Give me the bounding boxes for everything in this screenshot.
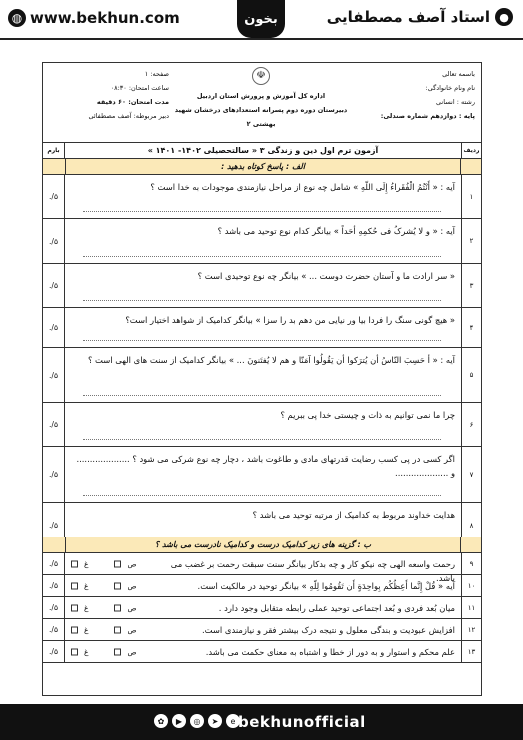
question-text: « سر ارادت ما و آستان حضرت دوست ... » بیانگر چه نوع توحیدی است ؟ (197, 271, 455, 281)
false-checkbox[interactable] (71, 604, 78, 611)
question-number: ۱ (461, 175, 481, 218)
question-text: علم محکم و استوار و به دور از خطا و اشتباه به معنای حکمت می باشد. (205, 647, 455, 657)
question-number: ۴ (461, 308, 481, 347)
truefalse-row (43, 575, 481, 597)
truefalse-row (43, 553, 481, 583)
question-text: اگر کسی در پی کسب رضایت قدرتهای مادی و طاغوت باشد ، دچار چه نوع شرکی می شود ؟ .................... و .................... (76, 454, 455, 478)
question-number: ۶ (461, 403, 481, 446)
telegram-icon[interactable]: ➤ (208, 714, 222, 728)
youtube-icon[interactable]: ▶ (172, 714, 186, 728)
answer-line[interactable] (83, 340, 441, 341)
question-number: ۵ (461, 348, 481, 402)
exam-paper (42, 62, 482, 696)
true-checkbox[interactable] (114, 560, 121, 567)
user-icon: ● (495, 8, 513, 26)
top-banner (0, 0, 523, 40)
exam-header (43, 63, 481, 143)
false-label: غ (84, 647, 89, 656)
header-page: صفحه: ۱ (144, 70, 169, 78)
false-checkbox[interactable] (71, 648, 78, 655)
question-text: آیه : « و لا یُشرکُ فی حُکمِهِ أحَداً » بیانگر کدام نوع توحید می باشد ؟ (217, 226, 455, 236)
question-score: ۵/. (43, 447, 65, 502)
question-number: ۲ (461, 219, 481, 263)
question-text: میان بُعد فردی و بُعد اجتماعی توحید عملی رابطه متقابل وجود دارد . (218, 603, 455, 613)
header-bismillah: باسمه تعالی (442, 70, 475, 78)
truefalse-options (71, 581, 137, 590)
globe-icon: ◍ (8, 9, 26, 27)
aparat-icon[interactable]: ✿ (154, 714, 168, 728)
site-link[interactable] (8, 9, 180, 27)
truefalse-options (71, 559, 137, 568)
question-number: ۷ (461, 447, 481, 502)
question-text: هدایت خداوند مربوط به کدامیک از مرتبه توحید می باشد ؟ (252, 510, 455, 520)
section-a-header (43, 159, 481, 175)
col-row-header: ردیف (461, 143, 481, 159)
exam-title: آزمون ترم اول دین و زندگی ۳ « سالتحصیلی ۱۴۰۲- ۱۴۰۱ » (147, 146, 379, 155)
site-url: www.bekhun.com (30, 9, 180, 27)
false-label: غ (84, 559, 89, 568)
question-score: ۵/. (43, 619, 65, 640)
question-text: آیه « قُلْ إِنَّما أَعِظُکُم بِواحِدَةٍ أَن تَقُومُوا لِلّهِ » بیانگر توحید در مالکیت است. (197, 581, 455, 591)
header-student-name: نام ونام خانوادگی: (425, 84, 475, 92)
header-time: ساعت امتحان: ۰۸:۳۰ (110, 84, 169, 92)
question-text: افزایش عبودیت و بندگی معلول و نتیجه درک بیشتر فقر و نیازمندی است. (202, 625, 455, 635)
false-label: غ (84, 625, 89, 634)
true-label: ص (127, 581, 137, 590)
eitaa-icon[interactable]: e (226, 714, 240, 728)
question-number: ۹ (461, 553, 481, 574)
question-text: آیه : « أَنْتُمُ الْفُقَراءُ إِلَى اللّهِ » شامل چه نوع از مراحل نیازمندی موجودات به خدا است ؟ (150, 182, 455, 192)
question-text: رحمت واسعه الهی چه نیکو کار و چه بدکار بیانگر سنت سبقت رحمت بر غضب می باشد. (170, 559, 455, 583)
question-score: ۵/. (43, 403, 65, 446)
question-row (43, 175, 481, 219)
question-number: ۱۱ (461, 597, 481, 618)
header-field: رشته : انسانی (436, 98, 475, 106)
teacher-label: استاد آصف مصطفایی (326, 8, 490, 26)
question-score: ۵/. (43, 641, 65, 662)
header-teacher: دبیر مربوطه: آصف مصطفائی (88, 112, 169, 120)
header-right (355, 67, 475, 123)
true-label: ص (127, 559, 137, 568)
social-handle: bekhunofficial (238, 713, 366, 731)
answer-line[interactable] (83, 495, 441, 496)
truefalse-options (71, 647, 137, 656)
header-duration: مدت امتحان: ۶۰ دقیقه (96, 98, 169, 106)
question-text: آیه : « أ حَسِبَ النّاسُ أن یُترَکوا أن یَقُولُوا آمَنّا و هم لا یُفتَنونَ ... » بیانگر کدامیک از سنت های الهی است ؟ (87, 355, 455, 365)
question-row (43, 264, 481, 308)
header-school: دبیرستان دوره دوم پسرانه استعدادهای درخشان شهید بهشتی ۲ (174, 106, 348, 128)
answer-line[interactable] (83, 211, 441, 212)
true-label: ص (127, 647, 137, 656)
question-number: ۱۰ (461, 575, 481, 596)
section-b-header (43, 537, 481, 553)
answer-line[interactable] (83, 256, 441, 257)
false-label: غ (84, 581, 89, 590)
false-checkbox[interactable] (71, 626, 78, 633)
answer-line[interactable] (83, 395, 441, 396)
brand-logo (237, 0, 285, 38)
header-middle (171, 67, 351, 131)
question-score: ۵/. (43, 308, 65, 347)
question-number: ۳ (461, 264, 481, 307)
truefalse-row (43, 619, 481, 641)
header-left (49, 67, 169, 123)
question-text: چرا ما نمی توانیم به ذات و چیستی خدا پی ببریم ؟ (280, 410, 455, 420)
teacher-name (327, 8, 513, 26)
true-checkbox[interactable] (114, 582, 121, 589)
false-label: غ (84, 603, 89, 612)
question-score: ۵/. (43, 553, 65, 574)
answer-line[interactable] (83, 439, 441, 440)
question-row (43, 219, 481, 264)
section-a-title: الف : پاسخ کوتاه بدهید : (65, 159, 461, 174)
emblem-icon: ☫ (252, 67, 270, 85)
question-score: ۵/. (43, 219, 65, 263)
question-number: ۱۳ (461, 641, 481, 662)
truefalse-row (43, 641, 481, 663)
logo-text: بخون (244, 11, 278, 27)
question-number: ۸ (461, 503, 481, 548)
question-row (43, 403, 481, 447)
question-number: ۱۲ (461, 619, 481, 640)
section-b-title: ب : گزینه های زیر کدامیک درست و کدامیک نادرست می باشد ؟ (65, 537, 461, 552)
true-label: ص (127, 603, 137, 612)
table-title-row (43, 143, 481, 159)
question-row (43, 348, 481, 403)
question-score: ۵/. (43, 348, 65, 402)
true-label: ص (127, 625, 137, 634)
true-checkbox[interactable] (114, 604, 121, 611)
social-icons (154, 714, 240, 728)
question-score: ۵/. (43, 575, 65, 596)
question-score: ۵/. (43, 503, 65, 548)
truefalse-row (43, 597, 481, 619)
question-score: ۵/. (43, 597, 65, 618)
answer-line[interactable] (83, 300, 441, 301)
true-checkbox[interactable] (114, 648, 121, 655)
true-checkbox[interactable] (114, 626, 121, 633)
instagram-icon[interactable]: ◎ (190, 714, 204, 728)
question-row (43, 308, 481, 348)
question-text: « هیچ گونی سنگ را فردا بیا ور نیایی من دهم بد را سزا » بیانگر کدامیک از شواهد اختیار است؟ (125, 315, 455, 325)
footer-bar (0, 704, 523, 740)
truefalse-options (71, 625, 137, 634)
false-checkbox[interactable] (71, 582, 78, 589)
question-score: ۵/. (43, 175, 65, 218)
header-grade: پایه : دوازدهم شماره صندلی: (380, 112, 475, 120)
header-office: اداره کل آموزش و پرورش استان اردبیل (196, 92, 326, 100)
question-row (43, 447, 481, 503)
question-score: ۵/. (43, 264, 65, 307)
col-score-header: بارم (43, 143, 65, 159)
false-checkbox[interactable] (71, 560, 78, 567)
truefalse-options (71, 603, 137, 612)
